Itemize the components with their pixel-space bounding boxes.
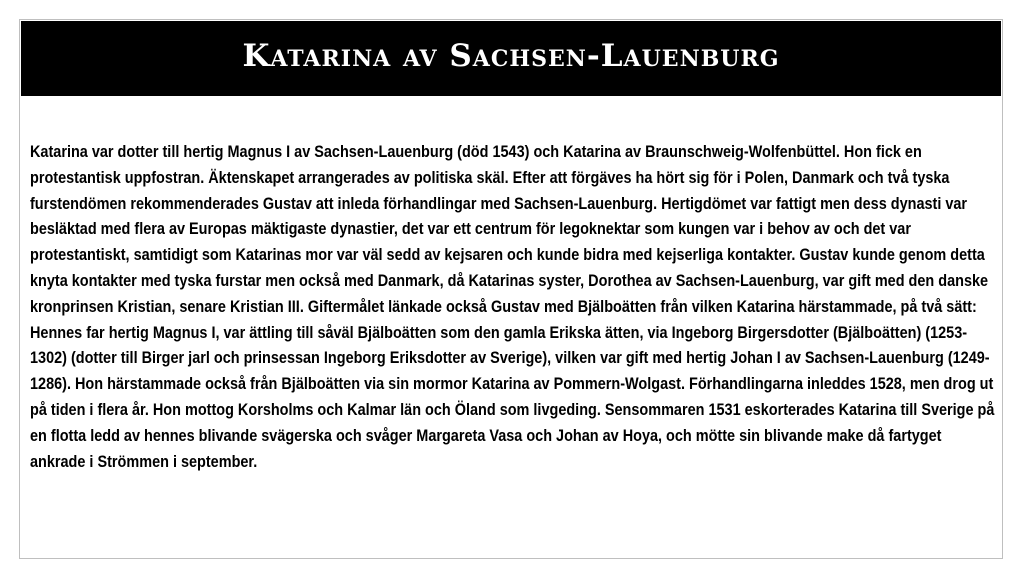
title-bar: [21, 21, 1001, 96]
slide-title: Katarina av Sachsen-Lauenburg: [242, 38, 780, 74]
body-paragraph: Katarina var dotter till hertig Magnus I av Sachsen-Lauenburg (död 1543) och Katarina av Braunschweig-Wolfenbüttel. Hon fick en protestantisk uppfostran. Äktenskapet arrangerades av politiska skäl. Efter att förgäves ha hört sig för i Polen, Danmark och två tyska furstendömen rekommenderades Gustav att inleda förhandlingar med Sachsen-Lauenburg. Hertigdömet var fattigt men dess dynasti var besläktad med flera av Europas mäktigaste dynastier, det var ett centrum för legoknektar som kungen var i behov av och det var protestantiskt, samtidigt som Katarinas mor var väl sedd av kejsaren och kunde bidra med kejserliga kontakter. Gustav kunde genom detta knyta kontakter med tyska furstar men också med Danmark, då Katarinas syster, Dorothea av Sachsen-Lauenburg, var gift med den danske kronprinsen Kristian, senare Kristian III. Giftermålet länkade också Gustav med Bjälboätten från vilken Katarina härstammade, på två sätt: Hennes far hertig Magnus I, var ättling till såväl Bjälboätten som den gamla Erikska ätten, via Ingeborg Birgersdotter (Bjälboätten) (1253-1302) (dotter till Birger jarl och prinsessan Ingeborg Eriksdotter av Sverige), vilken var gift med hertig Johan I av Sachsen-Lauenburg (1249-1286). Hon härstammade också från Bjälboätten via sin mormor Katarina av Pommern-Wolgast. Förhandlingarna inleddes 1528, men drog ut på tiden i flera år. Hon mottog Korsholms och Kalmar län och Öland som livgeding. Sensommaren 1531 eskorterades Katarina till Sverige på en flotta ledd av hennes blivande svägerska och svåger Margareta Vasa och Johan av Hoya, och mötte sin blivande make då fartyget ankrade i Strömmen i september.: [30, 142, 995, 471]
slide: [19, 19, 1003, 559]
